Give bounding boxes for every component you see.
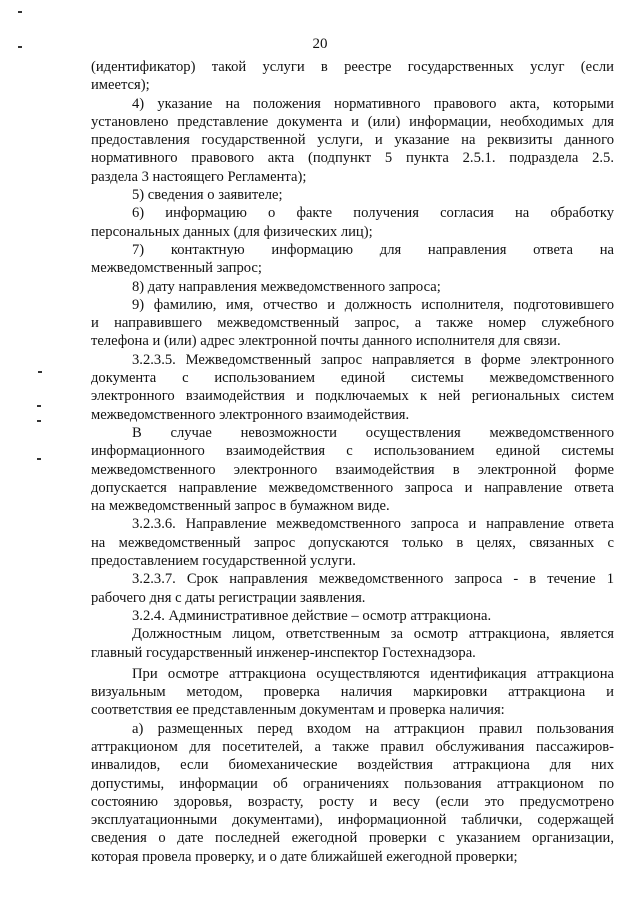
text-line: 4) указание на положения нормативного правового акта, которыми	[132, 95, 614, 112]
text-line: допустимы, информации об ограничениях пользования аттракционом по	[91, 775, 614, 792]
text-line: а) размещенных перед входом на аттракцион правил пользования	[132, 720, 614, 737]
scan-mark	[18, 11, 22, 13]
text-line: телефона и (или) адрес электронной почты данного исполнителя для связи.	[91, 333, 561, 350]
text-line: 7) контактную информацию для направления ответа на	[132, 241, 614, 258]
text-line: предоставления государственной услуги, и указание на реквизиты данного	[91, 132, 614, 149]
text-line: межведомственный запрос;	[91, 260, 262, 277]
text-line: аттракционом для посетителей, а также правил обслуживания пассажиров-	[91, 738, 614, 755]
text-line: эксплуатационными документами), информационной таблички, содержащей	[91, 812, 614, 829]
text-line: главный государственный инженер-инспектор Гостехнадзора.	[91, 644, 476, 661]
text-line: информационного взаимодействия с использованием единой системы	[91, 443, 614, 460]
text-line: инвалидов, если биомеханические воздействия аттракциона для них	[91, 757, 614, 774]
scan-mark	[38, 371, 42, 373]
text-line: состоянию здоровья, возрасту, росту и весу (если это предусмотрено	[91, 793, 614, 810]
scan-mark	[37, 458, 41, 460]
text-line: персональных данных (для физических лиц);	[91, 223, 373, 240]
text-line: которая провела проверку, и о дате ближайшей ежегодной проверки;	[91, 848, 518, 865]
text-line: рабочего дня с даты регистрации заявления.	[91, 589, 366, 606]
page-number: 20	[312, 36, 328, 52]
text-line: установлено представление документа и (или) информации, необходимых для	[91, 113, 614, 130]
scan-mark	[37, 420, 41, 422]
text-line: допускается направление межведомственного запроса и направление ответа	[91, 479, 614, 496]
text-line: Должностным лицом, ответственным за осмотр аттракциона, является	[132, 626, 614, 643]
text-line: 8) дату направления межведомственного запроса;	[132, 278, 441, 295]
text-line: 3.2.3.7. Срок направления межведомственного запроса - в течение 1	[132, 571, 614, 588]
text-line: соответствия ее представленным документам и проверка наличия:	[91, 702, 505, 719]
text-line: При осмотре аттракциона осуществляются идентификация аттракциона	[132, 665, 614, 682]
text-line: 3.2.4. Административное действие – осмотр аттракциона.	[132, 607, 492, 624]
text-line: сведения о дате последней ежегодной проверки с указанием организации,	[91, 830, 614, 847]
scan-mark	[37, 405, 41, 407]
text-line: 3.2.3.5. Межведомственный запрос направляется в форме электронного	[132, 351, 614, 368]
text-line: 3.2.3.6. Направление межведомственного запроса и направление ответа	[132, 516, 614, 533]
text-line: 5) сведения о заявителе;	[132, 187, 283, 204]
document-body	[91, 58, 614, 866]
text-line: В случае невозможности осуществления межведомственного	[132, 424, 614, 441]
text-line: (идентификатор) такой услуги в реестре государственных услуг (если	[91, 59, 614, 75]
text-line: 9) фамилию, имя, отчество и должность исполнителя, подготовившего	[132, 296, 614, 313]
text-line: межведомственного электронного взаимодействия в электронной форме	[91, 461, 614, 478]
text-line: на межведомственный запрос допускаются только в целях, связанных с	[91, 534, 614, 551]
text-line: документа с использованием единой системы межведомственного	[91, 370, 614, 387]
text-line: нормативного правового акта (подпункт 5 пункта 2.5.1. подраздела 2.5.	[91, 150, 614, 167]
text-line: визуальным методом, проверка наличия маркировки аттракциона и	[91, 684, 614, 701]
text-line: раздела 3 настоящего Регламента);	[91, 168, 307, 185]
text-line: имеется);	[91, 77, 150, 94]
text-line: предоставлением государственной услуги.	[91, 553, 356, 570]
text-line: 6) информацию о факте получения согласия на обработку	[132, 205, 614, 222]
text-line: на межведомственный запрос в бумажном виде.	[91, 498, 390, 515]
scan-mark	[18, 46, 22, 48]
text-line: и направившего межведомственный запрос, а также номер служебного	[91, 315, 614, 332]
text-line: межведомственного электронного взаимодействия.	[91, 406, 410, 423]
text-line: электронного взаимодействия и подключаемых к ней региональных систем	[91, 388, 614, 405]
